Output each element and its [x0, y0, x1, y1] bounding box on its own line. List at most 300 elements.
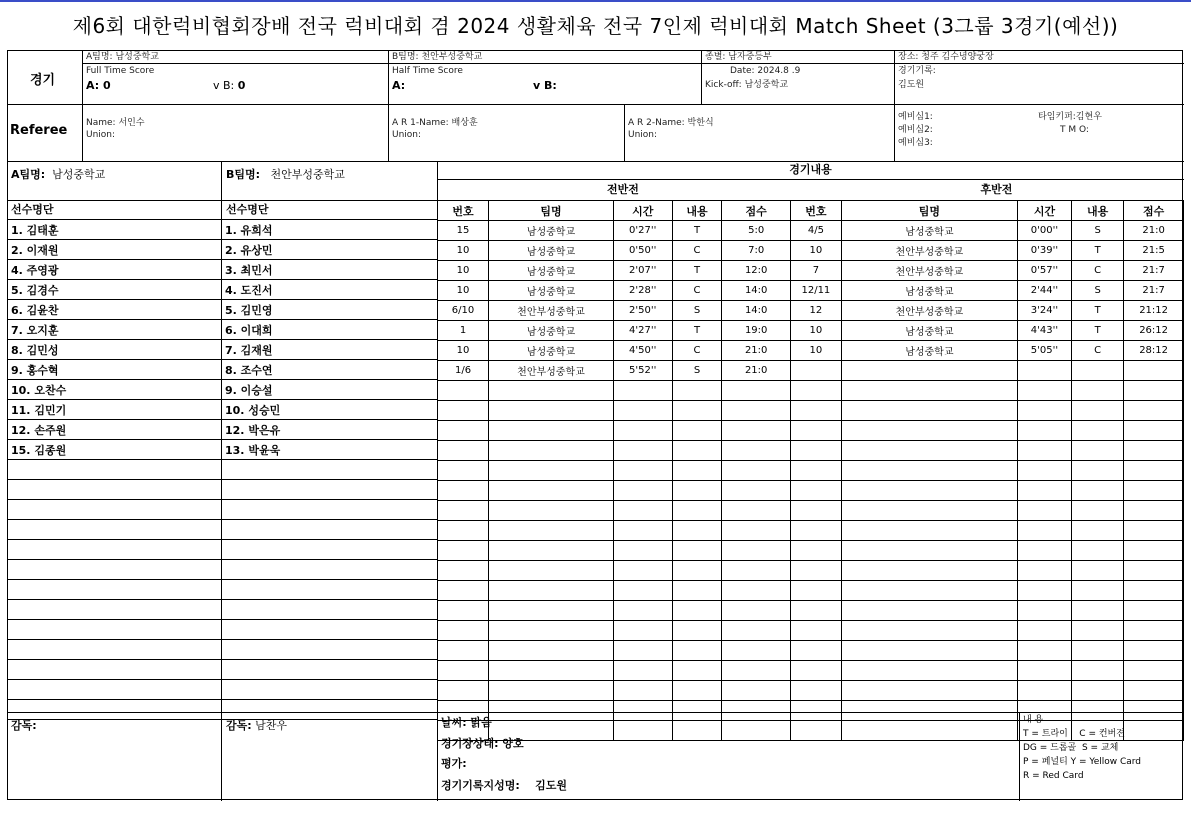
play-cell	[790, 521, 841, 541]
play-row	[438, 301, 1184, 321]
play-cell: 21:12	[1124, 301, 1184, 321]
play-cell	[672, 401, 722, 421]
roster-row	[222, 220, 437, 240]
roster-row	[8, 640, 221, 660]
play-cell	[438, 441, 489, 461]
play-cell	[1124, 721, 1184, 741]
player-name: 1. 김태훈	[8, 220, 221, 240]
play-cell	[489, 521, 614, 541]
player-name	[8, 480, 221, 500]
play-cell: S	[672, 301, 722, 321]
play-cell	[438, 421, 489, 441]
play-cell	[790, 661, 841, 681]
play-cell	[672, 541, 722, 561]
play-cell	[1072, 581, 1124, 601]
play-header-row	[438, 201, 1184, 221]
column-header: 내용	[1072, 201, 1124, 221]
play-cell	[1072, 661, 1124, 681]
play-cell	[1017, 661, 1071, 681]
play-cell	[790, 581, 841, 601]
play-cell	[1072, 421, 1124, 441]
play-cell: 남성중학교	[841, 321, 1017, 341]
play-cell	[841, 481, 1017, 501]
player-name	[222, 480, 437, 500]
play-grid	[437, 200, 1184, 741]
play-cell	[613, 521, 672, 541]
ar2-name: A R 2-Name: 박한식	[628, 118, 714, 128]
player-name: 3. 최민서	[222, 260, 437, 280]
player-name	[222, 620, 437, 640]
play-cell	[790, 501, 841, 521]
first-half-title: 전반전	[607, 183, 639, 196]
roster-row	[8, 720, 221, 740]
roster-row	[222, 300, 437, 320]
play-cell	[841, 461, 1017, 481]
play-cell: 4'50''	[613, 341, 672, 361]
play-cell	[613, 621, 672, 641]
play-cell	[489, 501, 614, 521]
play-cell	[1017, 361, 1071, 381]
play-cell	[841, 581, 1017, 601]
roster-row	[8, 700, 221, 720]
play-cell: 남성중학교	[489, 241, 614, 261]
recorder-signature: 경기기록지성명: 김도원	[441, 779, 567, 792]
play-cell: 12:0	[722, 261, 790, 281]
play-cell: 남성중학교	[489, 281, 614, 301]
play-cell	[841, 721, 1017, 741]
play-cell: 0'39''	[1017, 241, 1071, 261]
play-cell	[1017, 681, 1071, 701]
player-name: 8. 김민성	[8, 340, 221, 360]
play-cell	[722, 701, 790, 721]
play-cell	[489, 621, 614, 641]
play-cell	[1124, 421, 1184, 441]
play-cell	[438, 561, 489, 581]
roster-row	[8, 220, 221, 240]
roster-header-b: 선수명단	[226, 203, 269, 216]
roster-row	[222, 240, 437, 260]
play-cell: 6/10	[438, 301, 489, 321]
team-b-coach: 감독: 남찬우	[226, 719, 288, 732]
play-cell	[722, 441, 790, 461]
play-cell	[438, 641, 489, 661]
roster-row	[8, 320, 221, 340]
roster-row	[8, 480, 221, 500]
play-row	[438, 541, 1184, 561]
player-name	[8, 680, 221, 700]
play-cell: T	[1072, 301, 1124, 321]
play-cell: 12/11	[790, 281, 841, 301]
play-cell: 천안부성중학교	[841, 301, 1017, 321]
player-name	[8, 640, 221, 660]
play-cell	[1072, 501, 1124, 521]
roster-row	[222, 340, 437, 360]
play-cell: 21:5	[1124, 241, 1184, 261]
play-row	[438, 461, 1184, 481]
play-cell	[790, 361, 841, 381]
play-cell: 14:0	[722, 281, 790, 301]
roster-row	[222, 440, 437, 460]
roster-row	[8, 600, 221, 620]
play-cell: C	[1072, 261, 1124, 281]
play-cell: 10	[790, 321, 841, 341]
play-cell	[672, 461, 722, 481]
play-cell	[672, 381, 722, 401]
play-cell: T	[1072, 321, 1124, 341]
player-name	[222, 500, 437, 520]
player-name: 9. 이승설	[222, 380, 437, 400]
roster-header-a: 선수명단	[11, 203, 54, 216]
full-time-b: v B: 0	[213, 79, 246, 92]
play-cell: C	[1072, 341, 1124, 361]
play-cell	[1124, 481, 1184, 501]
play-cell	[1124, 461, 1184, 481]
play-cell	[841, 361, 1017, 381]
team-b-field: B팀명: 천안부성중학교	[392, 52, 483, 62]
play-cell	[1124, 521, 1184, 541]
reserve-2: 예비심2:	[898, 125, 933, 135]
roster-row	[222, 420, 437, 440]
play-cell: T	[1072, 241, 1124, 261]
play-cell	[1017, 461, 1071, 481]
play-cell	[1017, 521, 1071, 541]
roster-row	[8, 620, 221, 640]
play-cell	[841, 681, 1017, 701]
roster-row	[222, 620, 437, 640]
play-cell	[1017, 501, 1071, 521]
play-cell: 5:0	[722, 221, 790, 241]
play-cell	[613, 641, 672, 661]
play-cell	[489, 401, 614, 421]
play-cell	[1072, 561, 1124, 581]
reserve-3: 예비심3:	[898, 138, 933, 148]
play-row	[438, 701, 1184, 721]
play-cell: 19:0	[722, 321, 790, 341]
top-accent-line	[0, 0, 1191, 2]
column-header: 팀명	[841, 201, 1017, 221]
player-name	[222, 540, 437, 560]
play-cell: 26:12	[1124, 321, 1184, 341]
player-name	[222, 600, 437, 620]
play-cell: 2'50''	[613, 301, 672, 321]
player-name: 12. 박은유	[222, 420, 437, 440]
play-cell	[672, 441, 722, 461]
play-cell	[613, 461, 672, 481]
play-cell	[790, 421, 841, 441]
match-label: 경기	[30, 73, 56, 88]
roster-row	[222, 260, 437, 280]
roster-row	[8, 400, 221, 420]
player-name: 7. 김재원	[222, 340, 437, 360]
play-cell	[613, 381, 672, 401]
column-header: 팀명	[489, 201, 614, 221]
play-cell	[489, 561, 614, 581]
play-cell	[722, 481, 790, 501]
roster-row	[8, 440, 221, 460]
play-cell: S	[672, 361, 722, 381]
player-name	[8, 700, 221, 720]
play-cell	[841, 541, 1017, 561]
play-cell	[1072, 701, 1124, 721]
play-cell: 10	[790, 341, 841, 361]
play-cell	[790, 561, 841, 581]
play-cell	[841, 601, 1017, 621]
roster-row	[222, 280, 437, 300]
team-a-coach: 감독:	[11, 719, 37, 732]
play-row	[438, 581, 1184, 601]
play-cell	[672, 701, 722, 721]
play-cell	[489, 601, 614, 621]
play-cell: C	[672, 341, 722, 361]
play-row	[438, 621, 1184, 641]
roster-row	[8, 280, 221, 300]
roster-row	[8, 360, 221, 380]
play-cell: 21:7	[1124, 281, 1184, 301]
ar1-union: Union:	[392, 130, 422, 140]
player-name	[222, 660, 437, 680]
play-cell	[722, 461, 790, 481]
play-cell	[613, 701, 672, 721]
player-name	[8, 620, 221, 640]
recorder-name: 김도원	[898, 80, 925, 90]
play-row	[438, 321, 1184, 341]
referee-label: Referee	[10, 123, 68, 138]
play-cell	[489, 581, 614, 601]
category-field: 종별: 남자중등부	[705, 52, 772, 62]
play-cell: 1	[438, 321, 489, 341]
play-cell	[672, 621, 722, 641]
team-b-roster	[222, 219, 437, 739]
play-cell	[1072, 401, 1124, 421]
play-cell: 21:7	[1124, 261, 1184, 281]
play-title: 경기내용	[789, 163, 832, 176]
play-cell	[841, 561, 1017, 581]
play-cell	[489, 421, 614, 441]
play-cell: 2'28''	[613, 281, 672, 301]
roster-row	[8, 500, 221, 520]
play-cell	[722, 541, 790, 561]
reserve-1: 예비심1:	[898, 112, 933, 122]
play-cell	[790, 381, 841, 401]
play-cell: 남성중학교	[489, 221, 614, 241]
play-cell	[1072, 681, 1124, 701]
player-name	[8, 580, 221, 600]
roster-row	[222, 320, 437, 340]
play-cell	[672, 581, 722, 601]
roster-row	[8, 580, 221, 600]
play-row	[438, 441, 1184, 461]
play-cell	[841, 701, 1017, 721]
play-row	[438, 561, 1184, 581]
play-cell	[489, 461, 614, 481]
play-cell	[1124, 701, 1184, 721]
play-cell	[1072, 621, 1124, 641]
play-cell	[672, 661, 722, 681]
play-cell	[1072, 521, 1124, 541]
play-cell	[1017, 561, 1071, 581]
team-a-field: A팀명: 남성중학교	[86, 52, 159, 62]
play-cell: 21:0	[722, 361, 790, 381]
roster-row	[222, 500, 437, 520]
play-cell	[722, 721, 790, 741]
play-cell	[790, 701, 841, 721]
play-cell	[613, 501, 672, 521]
play-row	[438, 501, 1184, 521]
roster-row	[8, 260, 221, 280]
play-cell	[790, 641, 841, 661]
roster-row	[8, 520, 221, 540]
play-cell: 남성중학교	[489, 321, 614, 341]
play-cell	[613, 481, 672, 501]
roster-row	[222, 600, 437, 620]
player-name	[222, 700, 437, 720]
roster-row	[8, 380, 221, 400]
roster-row	[222, 400, 437, 420]
play-cell	[438, 661, 489, 681]
legend-line-3: P = 페널티 Y = Yellow Card	[1023, 757, 1142, 767]
roster-row	[8, 560, 221, 580]
play-row	[438, 481, 1184, 501]
play-cell: 남성중학교	[489, 261, 614, 281]
play-row	[438, 401, 1184, 421]
roster-row	[222, 560, 437, 580]
play-cell: 남성중학교	[841, 341, 1017, 361]
half-time-label: Half Time Score	[392, 66, 463, 76]
player-name: 12. 손주원	[8, 420, 221, 440]
player-name	[8, 720, 221, 740]
player-name: 5. 김경수	[8, 280, 221, 300]
roster-row	[222, 700, 437, 720]
play-row	[438, 261, 1184, 281]
play-cell	[438, 401, 489, 421]
play-row	[438, 661, 1184, 681]
play-cell	[613, 401, 672, 421]
play-cell	[790, 681, 841, 701]
play-cell	[1017, 601, 1071, 621]
tmo: T M O:	[1060, 125, 1089, 135]
play-cell	[1124, 661, 1184, 681]
column-header: 시간	[1017, 201, 1071, 221]
play-cell	[790, 461, 841, 481]
column-header: 번호	[790, 201, 841, 221]
play-cell	[1124, 381, 1184, 401]
roster-row	[8, 240, 221, 260]
play-cell	[1017, 441, 1071, 461]
play-cell	[1124, 681, 1184, 701]
play-cell	[841, 641, 1017, 661]
play-cell: 5'05''	[1017, 341, 1071, 361]
play-cell	[722, 421, 790, 441]
match-date: Date: 2024.8 .9	[730, 66, 801, 76]
play-cell	[1017, 541, 1071, 561]
column-header: 시간	[613, 201, 672, 221]
roster-row	[8, 660, 221, 680]
player-name	[8, 540, 221, 560]
play-cell: 10	[438, 281, 489, 301]
recorder-label: 경기기록:	[898, 66, 936, 76]
player-name: 1. 유희석	[222, 220, 437, 240]
player-name: 7. 오지훈	[8, 320, 221, 340]
column-header: 점수	[722, 201, 790, 221]
play-cell	[613, 561, 672, 581]
player-name: 4. 주영광	[8, 260, 221, 280]
play-cell	[438, 481, 489, 501]
player-name: 15. 김종원	[8, 440, 221, 460]
play-cell	[438, 621, 489, 641]
play-cell	[1072, 481, 1124, 501]
legend-line-1: T = 트라이 C = 컨버젼	[1023, 729, 1125, 739]
play-cell	[1124, 641, 1184, 661]
field-condition: 경기장상태: 양호	[441, 737, 524, 750]
play-cell	[790, 601, 841, 621]
play-cell: 7	[790, 261, 841, 281]
play-cell	[489, 681, 614, 701]
play-cell	[672, 521, 722, 541]
play-cell	[489, 701, 614, 721]
roster-row	[222, 380, 437, 400]
play-cell	[790, 441, 841, 461]
half-time-b: v B:	[533, 79, 557, 92]
play-row	[438, 241, 1184, 261]
play-cell: 10	[438, 341, 489, 361]
player-name	[8, 520, 221, 540]
venue-field: 장소: 청주 김수녕양궁장	[898, 52, 994, 62]
timekeeper: 타임키퍼:김현우	[1038, 112, 1102, 122]
legend-line-4: R = Red Card	[1023, 771, 1084, 781]
referee-union: Union:	[86, 130, 116, 140]
play-cell: 0'00''	[1017, 221, 1071, 241]
play-cell	[672, 501, 722, 521]
player-name	[8, 460, 221, 480]
player-name	[222, 520, 437, 540]
full-time-label: Full Time Score	[86, 66, 155, 76]
play-cell	[1124, 621, 1184, 641]
play-cell	[1072, 441, 1124, 461]
player-name: 13. 박윤욱	[222, 440, 437, 460]
play-cell	[722, 641, 790, 661]
play-row	[438, 681, 1184, 701]
play-cell: T	[672, 261, 722, 281]
roster-row	[222, 460, 437, 480]
play-cell	[613, 541, 672, 561]
player-name: 9. 홍수혁	[8, 360, 221, 380]
play-cell: S	[1072, 281, 1124, 301]
play-cell: 2'07''	[613, 261, 672, 281]
roster-row	[8, 340, 221, 360]
play-cell	[1124, 361, 1184, 381]
player-name: 10. 오찬수	[8, 380, 221, 400]
play-cell: 2'44''	[1017, 281, 1071, 301]
play-row	[438, 421, 1184, 441]
play-cell	[1017, 481, 1071, 501]
roster-row	[222, 480, 437, 500]
play-cell	[1124, 401, 1184, 421]
play-cell	[613, 681, 672, 701]
play-cell: T	[672, 321, 722, 341]
roster-row	[222, 660, 437, 680]
play-cell	[438, 581, 489, 601]
play-cell	[489, 381, 614, 401]
play-cell	[1072, 541, 1124, 561]
play-cell	[1072, 461, 1124, 481]
play-cell	[790, 541, 841, 561]
play-cell	[672, 421, 722, 441]
play-cell: 남성중학교	[489, 341, 614, 361]
player-name: 6. 김윤찬	[8, 300, 221, 320]
play-cell	[438, 601, 489, 621]
play-cell	[672, 481, 722, 501]
play-cell: C	[672, 241, 722, 261]
